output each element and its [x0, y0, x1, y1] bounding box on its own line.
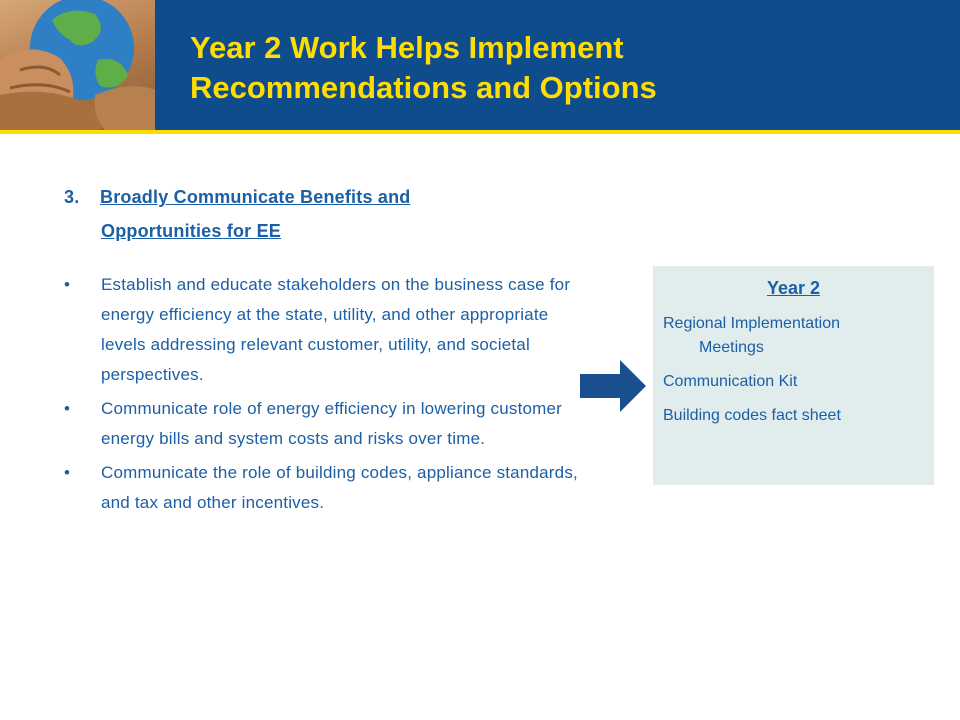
- slide-title: [190, 28, 930, 108]
- right-arrow-icon: [580, 360, 646, 412]
- slide-title-line2: Recommendations and Options: [190, 70, 657, 105]
- year2-box-item: [663, 312, 928, 360]
- year2-box-item: [663, 370, 928, 394]
- year2-box: [653, 266, 934, 485]
- bullet-text: Communicate the role of building codes, appliance standards, and tax and other incentives.: [101, 463, 578, 512]
- bullet-item: [64, 270, 584, 390]
- hands-globe-photo: [0, 0, 155, 130]
- section-heading-line1: Broadly Communicate Benefits and: [100, 187, 411, 207]
- year2-box-item: [663, 404, 928, 428]
- year2-box-title: Year 2: [766, 278, 821, 298]
- year2-box-list: [663, 312, 928, 438]
- year2-box-item-text: Communication Kit: [663, 373, 798, 390]
- slide-title-line1: Year 2 Work Helps Implement: [190, 30, 624, 65]
- bullet-text: Communicate role of energy efficiency in lowering customer energy bills and system costs and risks over time.: [101, 399, 563, 448]
- bullet-item: [64, 394, 584, 454]
- bullet-dot: •: [64, 463, 71, 482]
- bullet-list: [64, 270, 584, 522]
- section-heading: [64, 180, 584, 248]
- bullet-dot: •: [64, 275, 71, 294]
- bullet-dot: •: [64, 399, 71, 418]
- year2-box-item-text: Regional Implementation: [663, 315, 840, 332]
- bullet-item: [64, 458, 584, 518]
- year2-box-item-continuation: Meetings: [699, 339, 764, 356]
- year2-box-item-text: Building codes fact sheet: [663, 407, 841, 424]
- bullet-text: Establish and educate stakeholders on the business case for energy efficiency at the state, utility, and other appropriate levels addressing relevant customer, utility, and societal perspectives.: [101, 275, 571, 384]
- section-heading-line2: Opportunities for EE: [101, 221, 282, 241]
- header-accent-rule: [0, 130, 960, 134]
- section-number: 3.: [64, 187, 80, 207]
